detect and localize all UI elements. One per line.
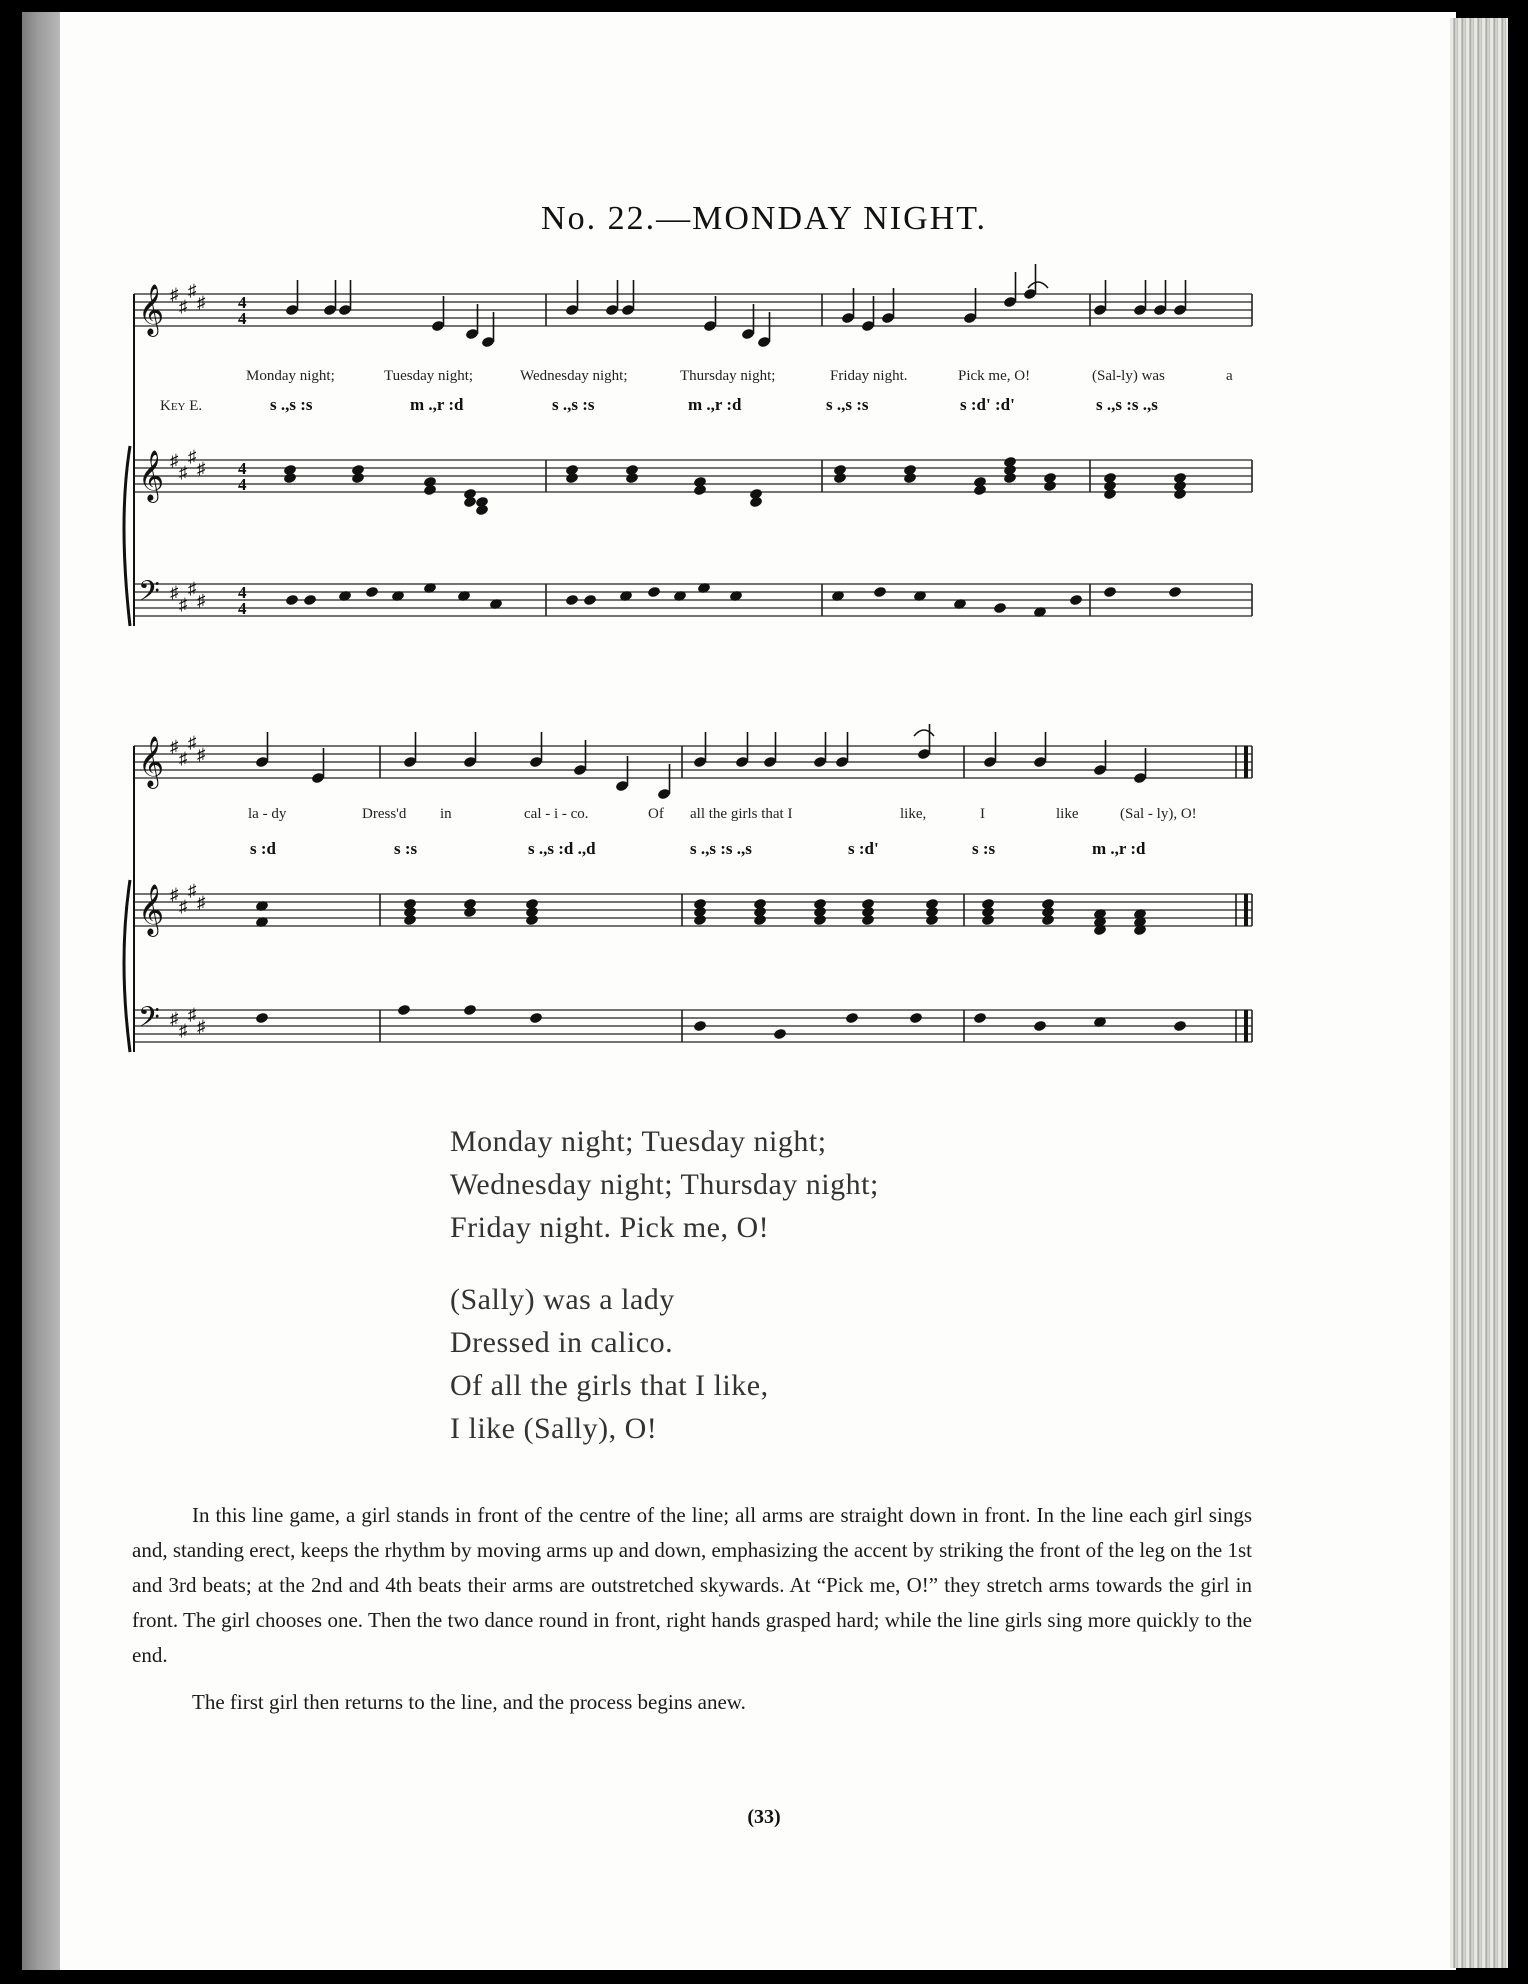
lyric-syllable: a	[1226, 368, 1233, 384]
solfa-group: s :s	[394, 839, 418, 858]
note	[763, 732, 777, 768]
note	[565, 280, 579, 316]
note	[693, 484, 707, 497]
note	[909, 1012, 923, 1025]
sharp-icon: ♯	[170, 285, 179, 304]
time-signature: 4	[238, 309, 247, 328]
lyric-syllable: Monday night;	[246, 368, 335, 384]
lyric-syllable: Dress'd	[362, 806, 407, 822]
note	[285, 594, 299, 607]
note	[693, 732, 707, 768]
note	[1033, 1020, 1047, 1033]
lyric-syllable: (Sal - ly), O!	[1120, 806, 1197, 822]
note	[583, 594, 597, 607]
sharp-icon: ♯	[197, 745, 206, 764]
sharp-icon: ♯	[197, 459, 206, 478]
note	[1103, 488, 1117, 501]
solfa-group: m .,r :d	[688, 395, 742, 414]
lyric-syllable: in	[440, 806, 452, 822]
note	[749, 496, 763, 509]
note	[813, 914, 827, 927]
lyric-syllable: Thursday night;	[680, 368, 776, 384]
sharp-icon: ♯	[197, 293, 206, 312]
solfa-group: s .,s :d .,d	[528, 839, 596, 858]
verse-line: Friday night. Pick me, O!	[450, 1211, 770, 1244]
solfa-group: s :d	[250, 839, 276, 858]
sharp-icon: ♯	[179, 463, 188, 482]
verse-line: Dressed in calico.	[450, 1326, 674, 1359]
note	[693, 914, 707, 927]
staff	[134, 447, 1252, 503]
sharp-icon: ♯	[170, 737, 179, 756]
solfa-group: s .,s :s	[270, 395, 313, 414]
note	[973, 1012, 987, 1025]
note	[981, 914, 995, 927]
fermata-icon	[914, 730, 934, 736]
note	[475, 504, 489, 517]
sharp-icon: ♯	[170, 885, 179, 904]
sharp-icon: ♯	[197, 591, 206, 610]
note	[1069, 594, 1083, 607]
sharp-icon: ♯	[170, 583, 179, 602]
note	[861, 914, 875, 927]
note	[693, 1020, 707, 1033]
lyric-syllable: Pick me, O!	[958, 368, 1031, 384]
note	[973, 484, 987, 497]
note	[1003, 472, 1017, 485]
sharp-icon: ♯	[188, 281, 197, 300]
verse-line: Wednesday night; Thursday night;	[450, 1168, 879, 1201]
sharp-icon: ♯	[179, 749, 188, 768]
verse-line: Monday night; Tuesday night;	[450, 1125, 827, 1158]
note	[1173, 280, 1187, 316]
sharp-icon: ♯	[179, 897, 188, 916]
treble-clef-icon: 𝄞	[138, 737, 165, 786]
staff	[134, 881, 1252, 937]
note	[1133, 280, 1147, 316]
treble-clef-icon: 𝄞	[138, 451, 165, 500]
bass-clef-icon: 𝄢	[138, 1003, 160, 1040]
lyric-syllable: I	[980, 806, 985, 822]
solfa-group: s .,s :s .,s	[1096, 395, 1158, 414]
sharp-icon: ♯	[179, 595, 188, 614]
solfa-group: s :d'	[848, 839, 879, 858]
solfa-group: s :s	[972, 839, 996, 858]
note	[925, 914, 939, 927]
note	[753, 914, 767, 927]
note	[397, 1004, 411, 1017]
sharp-icon: ♯	[188, 733, 197, 752]
note	[773, 1028, 787, 1041]
note	[1103, 586, 1117, 599]
note	[323, 280, 337, 316]
note	[303, 594, 317, 607]
note	[283, 472, 297, 485]
note	[338, 280, 352, 316]
treble-clef-icon: 𝄞	[138, 285, 165, 334]
sharp-icon: ♯	[170, 1009, 179, 1028]
page-number: (33)	[747, 1806, 781, 1828]
note	[845, 1012, 859, 1025]
staff	[134, 733, 1252, 789]
note	[993, 602, 1007, 615]
note	[525, 914, 539, 927]
sharp-icon: ♯	[188, 447, 197, 466]
note	[365, 586, 379, 599]
note	[873, 586, 887, 599]
lyric-syllable: (Sal-ly) was	[1092, 368, 1165, 384]
note	[1173, 1020, 1187, 1033]
note	[529, 1012, 543, 1025]
lyric-syllable: all the girls that I	[690, 806, 793, 822]
lyric-syllable: cal - i - co.	[524, 806, 589, 822]
sharp-icon: ♯	[197, 1017, 206, 1036]
sharp-icon: ♯	[188, 1005, 197, 1024]
note	[255, 732, 269, 768]
staff	[134, 577, 1252, 616]
note	[647, 586, 661, 599]
note	[565, 472, 579, 485]
verse-line: I like (Sally), O!	[450, 1412, 658, 1445]
note	[835, 732, 849, 768]
description-paragraph: In this line game, a girl stands in front of the centre of the line; all arms are straight down in front. In the line each girl sings and, standing erect, keeps the rhythm by moving arms up and down, emphasizing the accent by striking the front of the leg on the 1st and 3rd beats; at the 2nd and 4th beats their arms are outstretched skywards. At “Pick me, O!” they stretch arms towards the girl in front. The girl chooses one. Then the two dance round in front, right hands grasped hard; while the line girls sing more quickly to the end.	[132, 1503, 1252, 1667]
brace	[124, 880, 130, 1052]
note	[1173, 488, 1187, 501]
sharp-icon: ♯	[197, 893, 206, 912]
note	[463, 732, 477, 768]
lyric-syllable: like,	[900, 806, 927, 822]
note	[625, 472, 639, 485]
fermata-icon	[1028, 282, 1048, 288]
note	[903, 472, 917, 485]
solfa-group: m .,r :d	[410, 395, 464, 414]
sharp-icon: ♯	[188, 881, 197, 900]
bass-clef-icon: 𝄢	[138, 577, 160, 614]
sharp-icon: ♯	[170, 451, 179, 470]
solfa-group: s .,s :s	[826, 395, 869, 414]
time-signature: 4	[238, 475, 247, 494]
note	[1153, 280, 1167, 316]
note	[1093, 280, 1107, 316]
treble-clef-icon: 𝄞	[138, 885, 165, 934]
note	[403, 914, 417, 927]
lyric-syllable: Tuesday night;	[384, 368, 474, 384]
note	[1003, 272, 1017, 308]
lyric-syllable: Of	[648, 806, 664, 822]
lyric-syllable: la - dy	[248, 806, 287, 822]
solfa-group: s :d' :d'	[960, 395, 1015, 414]
verse-line: (Sally) was a lady	[450, 1283, 675, 1316]
time-signature: 4	[238, 583, 247, 602]
note	[1043, 480, 1057, 493]
sharp-icon: ♯	[188, 579, 197, 598]
note	[605, 280, 619, 316]
brace	[124, 446, 130, 626]
note	[351, 472, 365, 485]
solfa-group: s .,s :s .,s	[690, 839, 752, 858]
solfa-group: m .,r :d	[1092, 839, 1146, 858]
note	[1041, 914, 1055, 927]
verse-line: Of all the girls that I like,	[450, 1369, 769, 1402]
verse-1	[450, 1120, 879, 1249]
description-paragraph: The first girl then returns to the line, and the process begins anew.	[192, 1690, 746, 1714]
note	[1168, 586, 1182, 599]
lyric-syllable: Friday night.	[830, 368, 908, 384]
note	[463, 906, 477, 919]
note	[255, 1012, 269, 1025]
lyric-syllable: Wednesday night;	[520, 368, 628, 384]
sharp-icon: ♯	[179, 1021, 188, 1040]
note	[285, 280, 299, 316]
song-title: No. 22.—MONDAY NIGHT.	[541, 200, 987, 237]
note	[1033, 732, 1047, 768]
key-label: Key E.	[160, 398, 203, 414]
staff	[134, 281, 1252, 337]
sharp-icon: ♯	[179, 297, 188, 316]
note	[529, 732, 543, 768]
note	[833, 472, 847, 485]
note	[403, 732, 417, 768]
note	[983, 732, 997, 768]
staff	[134, 1003, 1252, 1042]
note	[735, 732, 749, 768]
note	[813, 732, 827, 768]
lyric-syllable: like	[1056, 806, 1079, 822]
note	[621, 280, 635, 316]
time-signature: 4	[238, 599, 247, 618]
note	[463, 1004, 477, 1017]
time-signature: 4	[238, 459, 247, 478]
game-description	[132, 1498, 1252, 1720]
verse-2	[450, 1278, 769, 1450]
solfa-group: s .,s :s	[552, 395, 595, 414]
note	[423, 484, 437, 497]
time-signature: 4	[238, 293, 247, 312]
note	[565, 594, 579, 607]
note	[463, 496, 477, 509]
